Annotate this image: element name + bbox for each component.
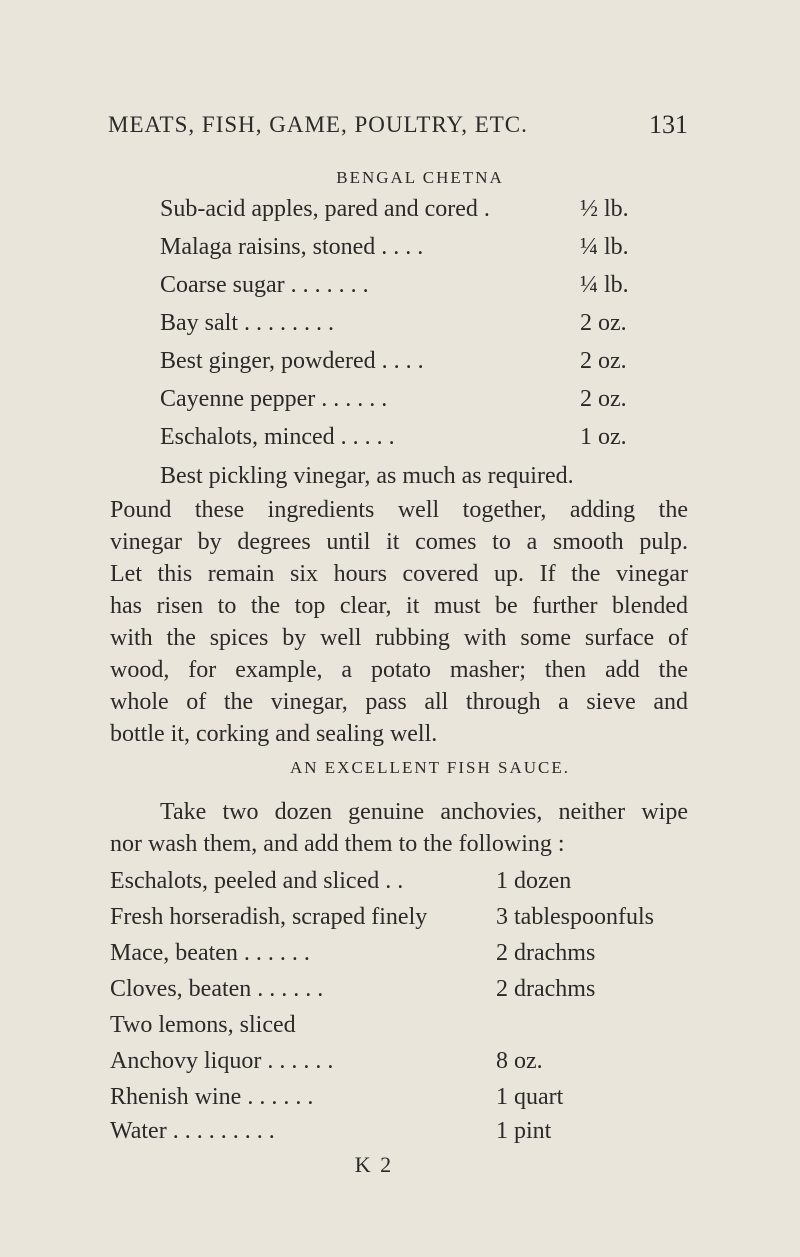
recipe-title-bengal-chetna: BENGAL CHETNA bbox=[336, 168, 504, 187]
page-header bbox=[108, 112, 688, 146]
ingredient-amount: 1 quart bbox=[496, 1084, 564, 1110]
recipe-note bbox=[160, 460, 680, 492]
ingredient-amount: 2 oz. bbox=[580, 386, 627, 412]
ingredient-name: Anchovy liquor . . . . . . bbox=[110, 1048, 334, 1074]
ingredient-name: Cayenne pepper . . . . . . bbox=[160, 386, 388, 412]
ingredient-name: Eschalots, minced . . . . . bbox=[160, 424, 395, 450]
ingredient-amount: 2 drachms bbox=[496, 940, 596, 966]
text-line: vinegar by degrees until it comes to a smooth pulp. bbox=[110, 529, 688, 555]
ingredient-name: Cloves, beaten . . . . . . bbox=[110, 976, 324, 1002]
ingredient-name: Fresh horseradish, scraped finely bbox=[110, 904, 428, 930]
ingredient-amount: ¼ lb. bbox=[580, 234, 629, 260]
page-number: 131 bbox=[649, 110, 688, 139]
text-line: Best pickling vinegar, as much as required. bbox=[160, 463, 574, 489]
signature-mark: K 2 bbox=[354, 1152, 394, 1177]
running-title: MEATS, FISH, GAME, POULTRY, ETC. bbox=[108, 112, 528, 137]
ingredient-name: Water . . . . . . . . . bbox=[110, 1118, 275, 1144]
ingredient-name: Rhenish wine . . . . . . bbox=[110, 1084, 314, 1110]
ingredient-amount: ¼ lb. bbox=[580, 272, 629, 298]
text-line: wood, for example, a potato masher; then add the bbox=[110, 657, 688, 683]
ingredient-name: Eschalots, peeled and sliced . . bbox=[110, 868, 404, 894]
text-line: Take two dozen genuine anchovies, neither wipe bbox=[160, 799, 688, 825]
ingredient-amount: 1 pint bbox=[496, 1118, 552, 1144]
recipe-method bbox=[110, 494, 688, 750]
text-line: bottle it, corking and sealing well. bbox=[110, 721, 438, 747]
ingredient-amount: 3 tablespoonfuls bbox=[496, 904, 654, 930]
recipe-title-fish-sauce: AN EXCELLENT FISH SAUCE. bbox=[289, 758, 571, 777]
ingredient-amount: 8 oz. bbox=[496, 1048, 543, 1074]
ingredient-amount: 1 dozen bbox=[496, 868, 572, 894]
ingredient-name: Two lemons, sliced bbox=[110, 1012, 296, 1038]
text-line: Pound these ingredients well together, adding the bbox=[110, 497, 688, 523]
ingredient-name: Best ginger, powdered . . . . bbox=[160, 348, 424, 374]
ingredient-name: Sub-acid apples, pared and cored . bbox=[160, 196, 490, 222]
ingredient-name: Coarse sugar . . . . . . . bbox=[160, 272, 369, 298]
text-line: whole of the vinegar, pass all through a sieve and bbox=[110, 689, 688, 715]
ingredient-name: Mace, beaten . . . . . . bbox=[110, 940, 310, 966]
text-line: has risen to the top clear, it must be further blended bbox=[110, 593, 688, 619]
ingredient-amount: 1 oz. bbox=[580, 424, 627, 450]
ingredient-amount: ½ lb. bbox=[580, 196, 629, 222]
ingredient-amount: 2 drachms bbox=[496, 976, 596, 1002]
text-line: nor wash them, and add them to the following : bbox=[110, 831, 565, 857]
ingredient-name: Bay salt . . . . . . . . bbox=[160, 310, 334, 336]
ingredient-amount: 2 oz. bbox=[580, 348, 627, 374]
text-line: Let this remain six hours covered up. If the vinegar bbox=[110, 561, 688, 587]
ingredient-name: Malaga raisins, stoned . . . . bbox=[160, 234, 424, 260]
text-line: with the spices by well rubbing with some surface of bbox=[110, 625, 688, 651]
recipe-intro bbox=[110, 796, 688, 860]
ingredient-amount: 2 oz. bbox=[580, 310, 627, 336]
